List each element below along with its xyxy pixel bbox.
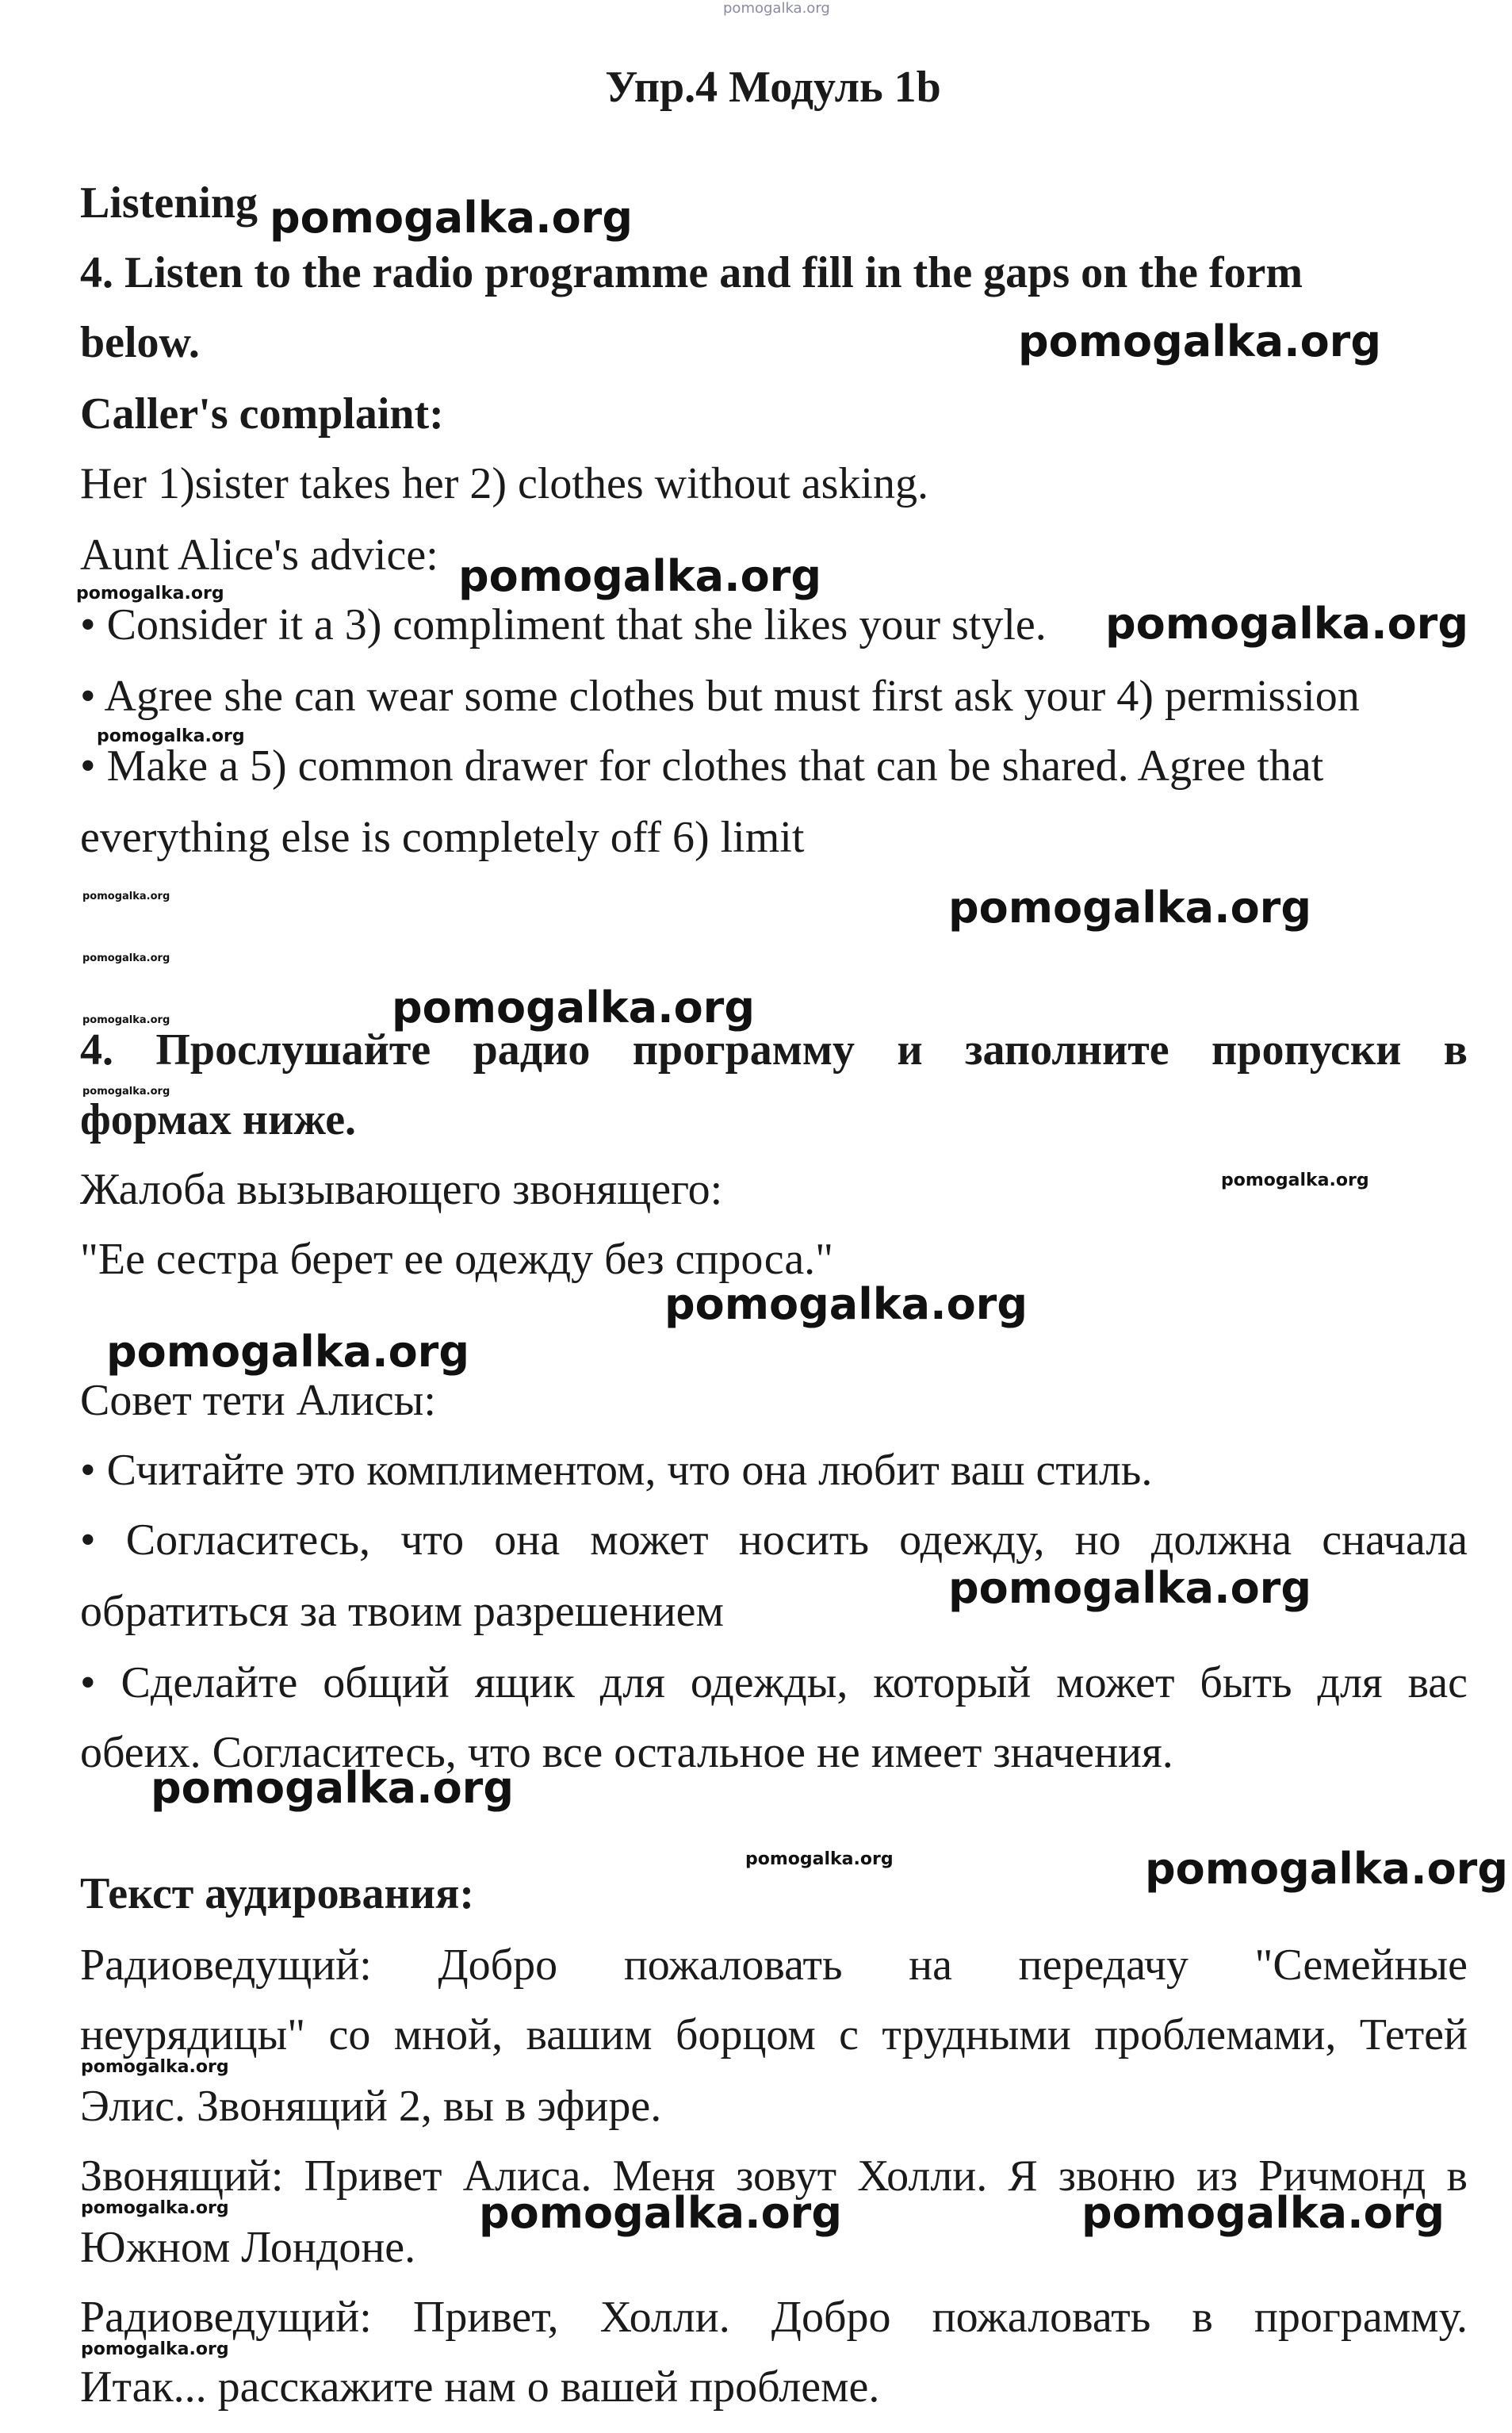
advice-3-ru-line2: обеих. Согласитесь, что все остальное не имеет значения. [80,1728,1173,1777]
watermark: pomogalka.org [1145,1844,1508,1894]
advice-3-en-line1: • Make a 5) common drawer for clothes that can be shared. Agree that [80,741,1324,791]
watermark: pomogalka.org [151,1763,514,1813]
transcript-heading: Текст аудирования: [80,1869,474,1918]
watermark-small: pomogalka.org [76,584,224,603]
watermark: pomogalka.org [392,983,755,1033]
watermark-tiny: pomogalka.org [82,891,170,902]
transcript-p1-line1: Радиоведущий: Добро пожаловать на передачу "Семейные [80,1941,1468,1990]
watermark-top: pomogalka.org [723,0,830,17]
watermark-small: pomogalka.org [745,1849,894,1869]
transcript-p2-line2: Южном Лондоне. [80,2223,416,2272]
advice-2-ru-line2: обратиться за твоим разрешением [80,1587,724,1636]
watermark: pomogalka.org [106,1327,469,1377]
page-title: Упр.4 Модуль 1b [605,63,941,112]
watermark-tiny: pomogalka.org [82,952,170,964]
advice-2-ru-line1: • Согласитесь, что она может носить одежду, но должна сначала [80,1515,1468,1565]
section-listening: Listening [80,178,258,228]
watermark-small: pomogalka.org [97,726,245,746]
watermark-small: pomogalka.org [81,2057,229,2077]
task-en-line1: 4. Listen to the radio programme and fill in the gaps on the form [80,248,1303,297]
watermark: pomogalka.org [1081,2188,1445,2238]
watermark-small: pomogalka.org [81,2198,229,2218]
transcript-p2-line1: Звонящий: Привет Алиса. Меня зовут Холли. Я звоню из Ричмонд в [80,2151,1468,2201]
advice-1-ru: • Считайте это комплиментом, что она любит ваш стиль. [80,1446,1153,1495]
watermark: pomogalka.org [1018,316,1381,366]
advice-1-en: • Consider it a 3) compliment that she likes your style. [80,600,1047,649]
watermark: pomogalka.org [458,551,821,601]
advice-heading-en: Aunt Alice's advice: [80,531,438,580]
watermark: pomogalka.org [948,883,1311,933]
advice-3-ru-line1: • Сделайте общий ящик для одежды, который может быть для вас [80,1658,1468,1707]
advice-2-en: • Agree she can wear some clothes but must first ask your 4) permission [80,672,1360,721]
advice-3-en-line2: everything else is completely off 6) limit [80,813,805,862]
transcript-p1-line2: неурядицы" со мной, вашим борцом с трудными проблемами, Тетей [80,2010,1468,2059]
complaint-text-ru: "Ее сестра берет ее одежду без спроса." [80,1235,834,1284]
watermark-tiny: pomogalka.org [82,1014,170,1026]
transcript-p1-line3: Элис. Звонящий 2, вы в эфире. [80,2082,662,2131]
watermark-small: pomogalka.org [81,2339,229,2359]
watermark: pomogalka.org [948,1563,1311,1613]
transcript-p3-line1: Радиоведущий: Привет, Холли. Добро пожаловать в программу. [80,2293,1468,2342]
complaint-heading-ru: Жалоба вызывающего звонящего: [80,1165,723,1214]
advice-heading-ru: Совет тети Алисы: [80,1376,436,1425]
watermark: pomogalka.org [270,193,633,243]
watermark-tiny: pomogalka.org [82,1086,170,1098]
watermark: pomogalka.org [479,2188,842,2238]
task-en-line2: below. [80,318,200,367]
watermark: pomogalka.org [1105,599,1468,649]
task-ru-line2: формах ниже. [80,1095,357,1144]
complaint-heading-en: Caller's complaint: [80,389,444,439]
complaint-text-en: Her 1)sister takes her 2) clothes without asking. [80,459,928,508]
watermark: pomogalka.org [664,1279,1028,1329]
transcript-p3-line2: Итак... расскажите нам о вашей проблеме. [80,2362,880,2412]
task-ru-line1: 4. Прослушайте радио программу и заполните пропуски в [80,1025,1468,1075]
watermark-small: pomogalka.org [1221,1171,1369,1190]
